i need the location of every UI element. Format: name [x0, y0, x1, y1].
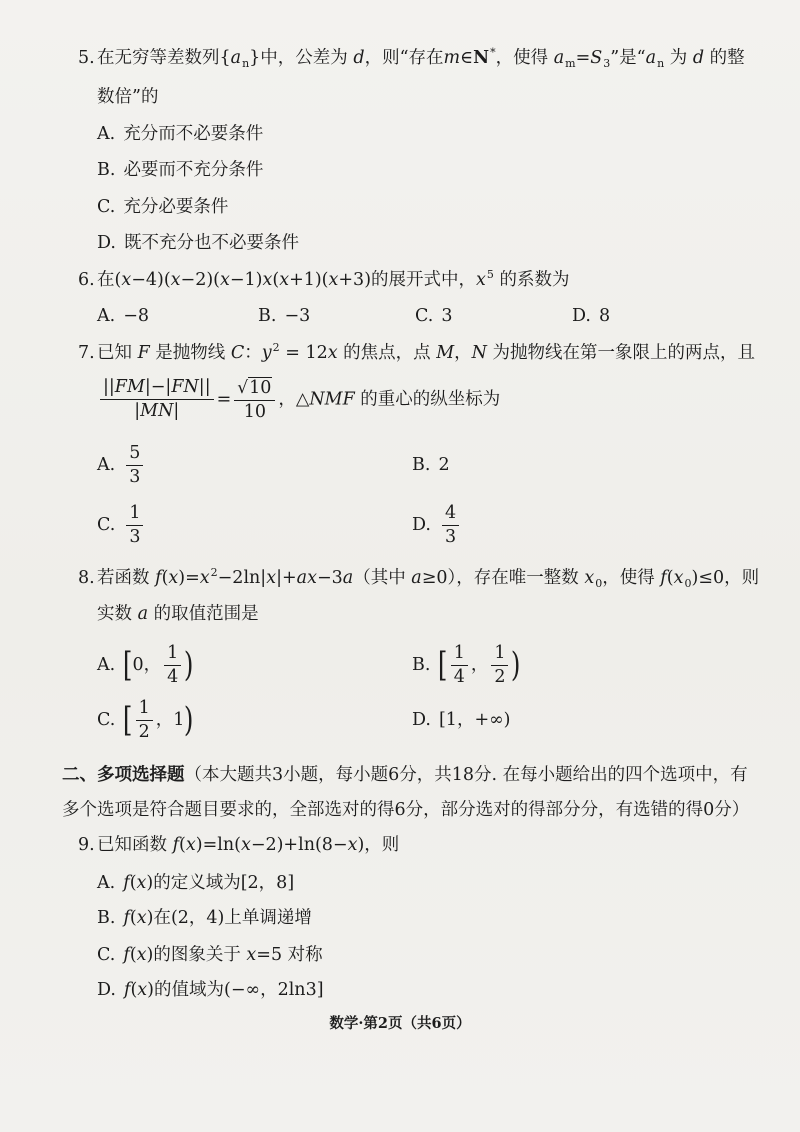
option-label: D. — [97, 980, 116, 1000]
question-8-option-a — [97, 635, 194, 695]
text-run: 实数 — [97, 603, 138, 624]
text-run: )，则 — [357, 834, 400, 855]
question-7-option-a — [97, 435, 146, 495]
text-run: 1 — [138, 697, 150, 718]
question-6-options — [0, 296, 800, 336]
option-label: D. — [412, 710, 431, 730]
math-variable: x — [279, 269, 290, 290]
text-run: || — [103, 377, 115, 398]
text-run: 的整 — [704, 47, 745, 68]
text-run: [1，+∞) — [438, 709, 511, 730]
math-variable: ax — [296, 567, 317, 588]
question-stem — [97, 603, 259, 626]
large-bracket: ) — [184, 700, 194, 740]
fraction-denominator — [442, 526, 459, 548]
math-variable: x — [246, 944, 257, 965]
option-label: C. — [97, 710, 116, 730]
question-7-option-d — [412, 495, 462, 555]
text-run: 已知函数 — [97, 834, 173, 855]
question-9-option-b — [97, 898, 312, 938]
option-content — [123, 305, 149, 328]
math-variable: x — [170, 269, 181, 290]
math-variable: x — [137, 979, 148, 1000]
question-6-option-b — [258, 296, 310, 336]
question-7-stem-line-2 — [97, 370, 500, 430]
large-bracket: ) — [511, 645, 521, 685]
math-set-symbol: N — [473, 47, 490, 68]
text-run: −3 — [316, 567, 343, 588]
question-stem — [97, 342, 755, 365]
math-variable: d — [353, 47, 365, 68]
math-variable: a — [553, 47, 565, 68]
text-run: ”是“ — [610, 47, 646, 68]
question-number: 9. — [78, 835, 95, 855]
math-variable: x — [219, 269, 230, 290]
text-run: 3 — [129, 526, 141, 547]
question-8-option-b — [412, 635, 521, 695]
option-content — [284, 305, 310, 328]
section-instructions: （本大题共3小题，每小题6分，共18分. 在每小题给出的四个选项中，有 — [184, 764, 748, 785]
text-run: ，1 — [155, 709, 185, 730]
text-run: 4 — [453, 666, 465, 687]
subscript: 0 — [595, 576, 603, 590]
text-run: 1 — [167, 642, 179, 663]
fraction — [100, 377, 214, 422]
text-run: −3 — [284, 305, 311, 326]
question-stem — [97, 269, 569, 292]
fraction-numerator — [442, 503, 459, 526]
option-content — [123, 872, 294, 895]
text-run: 为 — [664, 47, 693, 68]
text-run: −2)( — [180, 269, 220, 290]
text-run: 5 — [129, 442, 141, 463]
option-label: A. — [97, 124, 116, 144]
option-label: B. — [412, 455, 431, 475]
text-run: 1 — [494, 642, 506, 663]
fraction-numerator — [451, 643, 468, 666]
text-run: ( — [129, 872, 137, 893]
fraction-denominator — [451, 666, 468, 688]
fraction — [234, 377, 275, 423]
fraction — [442, 503, 459, 548]
text-run: ≥0），存在唯一整数 — [421, 567, 585, 588]
fraction-numerator — [491, 643, 508, 666]
text-run: +1)( — [289, 269, 329, 290]
large-bracket: [ — [123, 645, 133, 685]
question-number: 8. — [78, 568, 95, 588]
text-run: （其中 — [353, 567, 412, 588]
math-variable: f — [123, 907, 130, 928]
option-content — [124, 232, 299, 255]
math-variable: FN — [171, 377, 199, 398]
math-variable: f — [172, 834, 180, 855]
square-root — [237, 377, 272, 398]
option-content — [123, 907, 311, 930]
page-footer — [0, 1002, 800, 1042]
subscript: n — [657, 56, 665, 70]
text-run: )≤0，则 — [691, 567, 760, 588]
text-run: }中，公差为 — [249, 47, 354, 68]
text-run: || — [198, 377, 211, 398]
math-variable: MN — [140, 401, 174, 422]
math-variable: f — [123, 979, 131, 1000]
fraction-numerator — [126, 503, 143, 526]
option-content — [123, 159, 263, 182]
math-variable: a — [645, 47, 657, 68]
text-run: 既不充分也不必要条件 — [123, 232, 299, 253]
fraction-numerator — [136, 698, 153, 721]
question-5-option-b — [97, 150, 263, 190]
question-8-option-c — [97, 690, 194, 750]
fraction-numerator — [100, 377, 214, 400]
text-run: ( — [666, 567, 674, 588]
math-variable: f — [123, 872, 130, 893]
large-bracket: ) — [184, 645, 194, 685]
subscript: 0 — [684, 576, 692, 590]
text-run: )的图象关于 — [146, 944, 247, 965]
math-variable: M — [436, 342, 455, 363]
text-run: ( — [161, 567, 169, 588]
fraction-denominator — [491, 666, 508, 688]
fraction-denominator — [241, 401, 269, 423]
subscript: 3 — [603, 56, 611, 70]
math-variable: x — [168, 567, 179, 588]
question-6-stem — [78, 260, 569, 300]
superscript: 5 — [486, 267, 494, 281]
text-run: 8 — [598, 305, 611, 326]
math-variable: x — [327, 342, 338, 363]
option-label: A. — [97, 873, 116, 893]
math-variable: x — [347, 834, 358, 855]
question-stem — [97, 567, 759, 590]
fraction — [126, 503, 143, 548]
option-content — [123, 503, 146, 548]
option-label: C. — [97, 197, 116, 217]
option-label: A. — [97, 655, 116, 675]
question-9-option-a — [97, 863, 294, 903]
option-content — [438, 643, 520, 688]
text-run: −1) — [229, 269, 263, 290]
text-run: )=ln( — [195, 834, 241, 855]
text-run: 2 — [438, 454, 450, 475]
text-run: 的系数为 — [493, 269, 570, 290]
question-7-options-row-2 — [0, 495, 800, 555]
option-content — [123, 443, 146, 488]
question-8-options-row-1 — [0, 635, 800, 695]
question-5-option-d — [97, 223, 299, 263]
text-run: ， — [454, 342, 472, 363]
fraction — [136, 698, 153, 743]
text-run: 数倍”的 — [97, 86, 159, 107]
option-label: A. — [97, 455, 116, 475]
math-variable: x — [136, 872, 147, 893]
question-number: 6. — [78, 270, 95, 290]
text-run: 若函数 — [97, 567, 156, 588]
text-run: 在无穷等差数列{ — [97, 47, 231, 68]
math-variable: x — [136, 944, 147, 965]
option-content — [123, 643, 193, 688]
text-run: ( — [129, 944, 137, 965]
option-content — [438, 454, 449, 477]
option-label: B. — [97, 160, 116, 180]
fraction — [491, 643, 508, 688]
math-variable: x — [476, 269, 486, 290]
math-variable: x — [136, 907, 147, 928]
fraction-denominator — [126, 526, 143, 548]
option-content — [123, 944, 322, 967]
text-run: −2)+ln(8− — [250, 834, 348, 855]
question-number: 5. — [78, 48, 95, 68]
text-run: =5 对称 — [256, 944, 323, 965]
text-run: −4)( — [131, 269, 171, 290]
math-variable: a — [230, 47, 242, 68]
option-label: A. — [97, 306, 116, 326]
superscript: 2 — [210, 565, 218, 579]
section-instructions: 多个选项是符合题目要求的，全部选对的得6分，部分选对的得部分分，有选错的得0分） — [62, 799, 750, 820]
math-variable: S — [590, 47, 603, 68]
text-run: 1 — [129, 502, 141, 523]
text-run: ，则“存在 — [364, 47, 444, 68]
superscript: * — [490, 45, 496, 59]
option-content — [124, 979, 324, 1002]
text-run: 3 — [441, 305, 453, 326]
math-variable: x — [673, 567, 684, 588]
question-7-stem-line-1 — [78, 333, 755, 373]
option-label: C. — [97, 515, 116, 535]
text-run: 3 — [444, 526, 457, 547]
radicand: 10 — [249, 378, 272, 399]
text-run: ，使得 — [495, 47, 554, 68]
superscript: 2 — [272, 340, 280, 354]
math-variable: FM — [114, 377, 145, 398]
question-stem — [97, 86, 158, 109]
subscript: n — [242, 56, 250, 70]
question-stem — [97, 377, 500, 423]
option-label: B. — [258, 306, 277, 326]
text-run: )在(2，4)上单调递增 — [146, 907, 312, 928]
math-variable: y — [261, 342, 272, 363]
text-run: ， — [470, 654, 489, 675]
math-variable: F — [137, 342, 150, 363]
text-run: 0， — [132, 654, 162, 675]
question-6-option-c — [415, 296, 452, 336]
large-bracket: [ — [438, 645, 448, 685]
text-run: 4 — [444, 502, 457, 523]
text-run: 的取值范围是 — [148, 603, 259, 624]
text-run: = — [575, 47, 591, 68]
text-run: = 12 — [279, 342, 328, 363]
math-variable: x — [185, 834, 196, 855]
math-variable: a — [342, 567, 354, 588]
section-2-header-line-2 — [62, 788, 749, 828]
fraction-numerator — [126, 443, 143, 466]
text-run: ( — [272, 269, 280, 290]
fraction — [126, 443, 143, 488]
math-variable: x — [328, 269, 339, 290]
math-variable: d — [692, 47, 705, 68]
question-7-options-row-1 — [0, 435, 800, 495]
text-run: 3 — [129, 466, 141, 487]
text-run: )的定义域为[2，8] — [146, 872, 295, 893]
text-run: ： — [244, 342, 262, 363]
option-label: D. — [97, 233, 116, 253]
fraction-denominator — [164, 666, 181, 688]
fraction-denominator — [136, 721, 153, 743]
question-8-option-d — [412, 690, 511, 750]
text-run: −8 — [123, 305, 150, 326]
text-run: | — [134, 401, 141, 422]
option-content — [439, 503, 462, 548]
text-run: 必要而不充分条件 — [123, 159, 264, 180]
math-variable: m — [443, 47, 461, 68]
option-content — [123, 123, 263, 146]
option-label: B. — [97, 908, 116, 928]
option-label: D. — [572, 306, 591, 326]
question-5-stem-line-2 — [97, 77, 158, 117]
option-label: C. — [415, 306, 434, 326]
question-5-stem-line-1 — [78, 38, 745, 78]
text-run: ( — [179, 834, 186, 855]
option-content — [599, 305, 610, 328]
fraction-denominator — [126, 466, 143, 488]
option-label: B. — [412, 655, 431, 675]
fraction — [164, 643, 181, 688]
text-run: 的焦点，点 — [337, 342, 437, 363]
question-stem — [97, 47, 745, 70]
math-variable: x — [262, 269, 273, 290]
math-variable: x — [266, 567, 277, 588]
math-variable: N — [471, 342, 487, 363]
question-8-options-row-2 — [0, 690, 800, 750]
option-content — [123, 698, 193, 743]
question-6-option-d — [572, 296, 610, 336]
question-9-option-c — [97, 935, 323, 975]
text-run: 2 — [138, 721, 150, 742]
question-8-stem-line-2 — [97, 594, 259, 634]
text-run: 充分必要条件 — [123, 196, 229, 217]
text-run: 在( — [97, 269, 122, 290]
fraction — [451, 643, 468, 688]
math-variable: f — [123, 944, 130, 965]
text-run: 10 — [243, 401, 266, 422]
option-label: D. — [412, 515, 431, 535]
text-run: ( — [130, 979, 138, 1000]
math-variable: f — [155, 567, 162, 588]
math-variable: a — [137, 603, 149, 624]
question-8-stem-line-1 — [78, 558, 759, 598]
math-variable: x — [584, 567, 595, 588]
text-run: 充分而不必要条件 — [123, 123, 264, 144]
text-run: |−| — [144, 377, 172, 398]
text-run: = — [216, 389, 232, 410]
text-run: |+ — [276, 567, 297, 588]
radical-sign: √ — [237, 377, 249, 398]
math-variable: x — [199, 567, 210, 588]
fraction-numerator — [234, 377, 275, 401]
text-run: )= — [178, 567, 200, 588]
question-7-option-c — [97, 495, 146, 555]
text-run: 1 — [453, 642, 465, 663]
math-variable: a — [411, 567, 422, 588]
text-run: )的值域为(−∞，2ln3] — [147, 979, 324, 1000]
text-run: ，△ — [278, 389, 310, 410]
question-7-option-b — [412, 435, 450, 495]
question-5-option-a — [97, 114, 263, 154]
text-run: ，使得 — [602, 567, 661, 588]
section-heading: 二、多项选择题 — [62, 764, 185, 785]
question-5-option-c — [97, 187, 228, 227]
option-content — [439, 709, 511, 732]
page-number-label: 数学·第2页（共6页） — [329, 1014, 471, 1032]
math-variable: x — [121, 269, 132, 290]
option-content — [123, 196, 228, 219]
question-9-stem — [78, 825, 399, 865]
text-run: ( — [129, 907, 137, 928]
option-label: C. — [97, 945, 116, 965]
text-run: ∈ — [460, 47, 474, 68]
math-variable: C — [230, 342, 245, 363]
math-variable: x — [240, 834, 251, 855]
question-6-option-a — [97, 296, 149, 336]
text-run: +3)的展开式中， — [338, 269, 477, 290]
text-run: 的重心的纵坐标为 — [354, 389, 501, 410]
text-run: | — [173, 401, 180, 422]
text-run: 为抛物线在第一象限上的两点，且 — [486, 342, 756, 363]
text-run: 已知 — [97, 342, 138, 363]
question-number: 7. — [78, 343, 95, 363]
question-stem — [97, 834, 399, 857]
subscript: m — [565, 56, 576, 70]
fraction-numerator — [164, 643, 181, 666]
large-bracket: [ — [123, 700, 133, 740]
text-run: 4 — [167, 666, 179, 687]
text-run: 2 — [494, 666, 506, 687]
text-run: −2ln| — [217, 567, 267, 588]
fraction-denominator — [131, 400, 182, 422]
section-2-header-line-1 — [62, 753, 748, 793]
math-variable: NMF — [309, 389, 355, 410]
math-variable: f — [660, 567, 667, 588]
option-content — [441, 305, 452, 328]
text-run: 是抛物线 — [149, 342, 231, 363]
